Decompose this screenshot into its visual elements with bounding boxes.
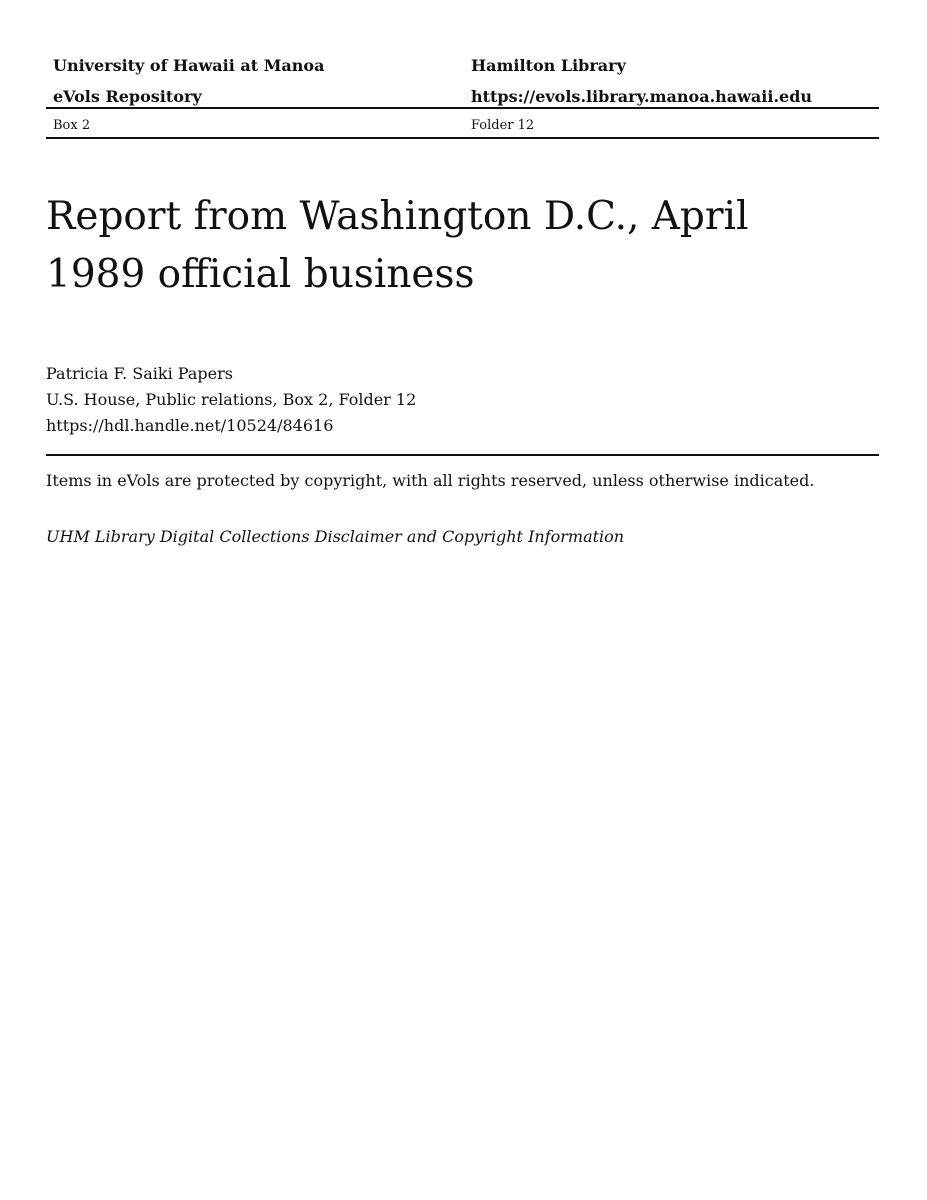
header-row-1 [46, 50, 879, 81]
repository-header [46, 50, 879, 112]
institution-name: University of Hawaii at Manoa [53, 56, 325, 75]
library-name: Hamilton Library [471, 56, 626, 75]
box-folder-row [46, 117, 879, 135]
document-metadata [46, 361, 416, 439]
collection-name: Patricia F. Saiki Papers [46, 364, 233, 383]
repository-url-link[interactable]: https://evols.library.manoa.hawaii.edu [471, 87, 813, 106]
document-title: Report from Washington D.C., April 1989 official business [46, 194, 749, 297]
handle-url-link[interactable]: https://hdl.handle.net/10524/84616 [46, 416, 334, 435]
series-location: U.S. House, Public relations, Box 2, Folder 12 [46, 390, 417, 409]
repository-name: eVols Repository [53, 87, 202, 106]
box-label: Box 2 [53, 118, 91, 133]
disclaimer-link[interactable]: UHM Library Digital Collections Disclaimer and Copyright Information [46, 527, 625, 546]
header-divider-top [46, 107, 879, 109]
folder-label: Folder 12 [471, 118, 535, 133]
footer-divider [46, 454, 879, 456]
header-divider-bottom [46, 137, 879, 139]
copyright-notice: Items in eVols are protected by copyright, with all rights reserved, unless otherwise indicated. [46, 471, 815, 490]
